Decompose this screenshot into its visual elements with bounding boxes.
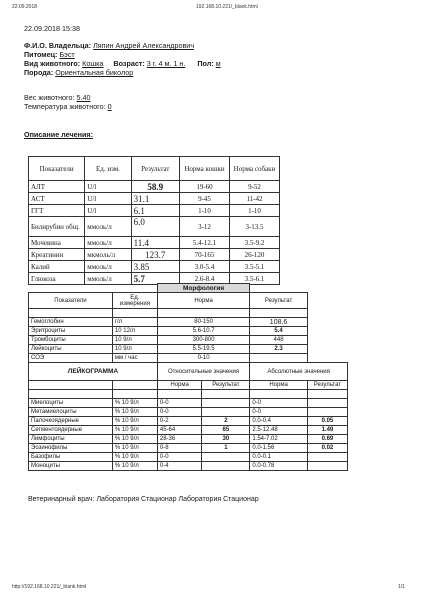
biochem-cell: 3.5-9.2 <box>229 237 279 249</box>
biochem-cell: АЛТ <box>29 181 85 193</box>
sex-label: Пол: <box>197 59 214 68</box>
leuko-cell: 65 <box>202 426 250 435</box>
leuko-cell: Лимфоциты <box>29 435 113 444</box>
table-row <box>29 444 348 453</box>
biochem-cell: ммоль/л <box>85 217 131 237</box>
weight-value: 5.40 <box>76 93 91 102</box>
morph-cell: 10 12/л <box>112 327 157 336</box>
biochem-cell: 31.1 <box>131 193 179 205</box>
leuko-cell: % 10 9/л <box>112 462 157 471</box>
leuko-cell: 1.49 <box>307 426 347 435</box>
leuko-cell <box>202 462 250 471</box>
leuko-cell: 0-0 <box>157 408 202 417</box>
morph-title-row <box>29 284 348 293</box>
leuko-cell: 0-0 <box>250 408 308 417</box>
owner-label: Ф.И.О. Владельца: <box>24 41 92 50</box>
biochem-cell: 3-12 <box>180 217 230 237</box>
morph-cell: 108.6 <box>250 318 308 327</box>
leuko-cell <box>307 408 347 417</box>
biochem-cell: Билирубин общ. <box>29 217 85 237</box>
table-row <box>29 193 280 205</box>
leuko-cell: 2 <box>202 417 250 426</box>
morph-cell: 10 9/л <box>112 336 157 345</box>
leuko-sub-row <box>29 381 348 390</box>
leuko-cell: 0.0-0.78 <box>250 462 308 471</box>
leuko-cell: Сегментоядерные <box>29 426 113 435</box>
morph-cell: 5.6-10.7 <box>157 327 249 336</box>
breed-value: Ориентальная биколор <box>55 68 134 77</box>
table-row <box>29 453 348 462</box>
table-row <box>29 237 280 249</box>
biochem-cell: 3.5-6.1 <box>229 273 279 285</box>
morph-header: Показатели <box>29 293 113 309</box>
leuko-cell: % 10 9/л <box>112 426 157 435</box>
leuko-cell: Метамиелоциты <box>29 408 113 417</box>
page-number: 1/1 <box>398 584 405 590</box>
table-row <box>29 261 280 273</box>
biochem-cell: 5.7 <box>131 273 179 285</box>
table-row <box>29 408 348 417</box>
leuko-cell: 1.54-7.02 <box>250 435 308 444</box>
biochem-cell: Мочевина <box>29 237 85 249</box>
footer-url: http://192.168.10.221/_blank.html <box>12 584 87 590</box>
leuko-cell <box>202 399 250 408</box>
leuko-cell: 28-36 <box>157 435 202 444</box>
morph-cell: 80-150 <box>157 318 249 327</box>
pet-value: Бэст <box>59 50 75 59</box>
breed-label: Порода: <box>24 68 54 77</box>
morph-cell: мм / час <box>112 354 157 363</box>
leuko-cell: 0.02 <box>307 444 347 453</box>
biochem-cell: 1-10 <box>180 205 230 217</box>
biochem-header: Показатели <box>29 157 85 181</box>
table-row <box>29 462 348 471</box>
morph-table <box>28 283 348 471</box>
biochem-cell: Калий <box>29 261 85 273</box>
leuko-cell: 0.0-0.1 <box>250 453 308 462</box>
leuko-cell: 0.0-0.4 <box>250 417 308 426</box>
table-row <box>29 399 348 408</box>
print-url: 192.168.10.221/_blank.html <box>196 4 258 10</box>
leuko-cell: 1 <box>202 444 250 453</box>
table-row <box>29 426 348 435</box>
weight-row <box>24 93 91 102</box>
table-row <box>29 435 348 444</box>
morph-spacer-row <box>29 309 348 318</box>
leuko-cell: 0.69 <box>307 435 347 444</box>
morph-header: Ед. измерения <box>112 293 157 309</box>
biochem-header: Ед. изм. <box>85 157 131 181</box>
morph-cell: 300-800 <box>157 336 249 345</box>
morph-header: Результат <box>250 293 308 309</box>
morph-cell: 10 9/л <box>112 345 157 354</box>
biochem-cell: 3.5-5.1 <box>229 261 279 273</box>
leuko-cell: 0-4 <box>157 462 202 471</box>
leuko-cell <box>307 453 347 462</box>
biochem-cell: U/l <box>85 181 131 193</box>
biochem-cell: 9-52 <box>229 181 279 193</box>
biochem-cell: U/l <box>85 205 131 217</box>
biochem-header: Норма кошки <box>180 157 230 181</box>
biochem-cell: 123.7 <box>131 249 179 261</box>
leuko-abs-header: Абсолютные значения <box>250 363 348 381</box>
biochem-cell: 3.0-5.4 <box>180 261 230 273</box>
biochem-cell: ГГТ <box>29 205 85 217</box>
leuko-cell <box>307 399 347 408</box>
leuko-cell: 2.5-12.48 <box>250 426 308 435</box>
leuko-cell: 45-64 <box>157 426 202 435</box>
biochem-header-row <box>29 157 280 181</box>
biochem-cell: 1-10 <box>229 205 279 217</box>
biochem-cell: 2.6-8.4 <box>180 273 230 285</box>
leuko-cell: % 10 9/л <box>112 444 157 453</box>
table-row <box>29 417 348 426</box>
report-datetime: 22.09.2018 15:38 <box>24 24 80 33</box>
leuko-cell: Палочкоядерные <box>29 417 113 426</box>
sex-value: м <box>215 59 221 68</box>
table-row <box>29 249 280 261</box>
biochem-cell: 11-42 <box>229 193 279 205</box>
biochem-cell: 11.4 <box>131 237 179 249</box>
biochem-cell: 6.0 <box>131 217 179 237</box>
owner-value: Ляпин Андрей Александрович <box>93 41 195 50</box>
leuko-cell: % 10 9/л <box>112 453 157 462</box>
species-row <box>24 59 221 68</box>
morph-cell: Эритроциты <box>29 327 113 336</box>
species-value: Кошка <box>82 59 104 68</box>
leuko-cell: Миелоциты <box>29 399 113 408</box>
leuko-cell <box>202 408 250 417</box>
leuko-cell: % 10 9/л <box>112 399 157 408</box>
leuko-rel-header: Относительные значения <box>157 363 249 381</box>
leuko-sub: Результат <box>202 381 250 390</box>
leuko-cell: 0-0 <box>157 399 202 408</box>
table-row <box>29 217 280 237</box>
biochem-cell: 26-120 <box>229 249 279 261</box>
pet-label: Питомец: <box>24 50 58 59</box>
leuko-cell: Эозинофилы <box>29 444 113 453</box>
print-date: 22.09.2018 <box>12 4 38 10</box>
biochem-header: Норма собаки <box>229 157 279 181</box>
biochem-header: Результат <box>131 157 179 181</box>
table-row <box>29 354 348 363</box>
morph-cell: Гемоглобин <box>29 318 113 327</box>
leuko-cell: % 10 9/л <box>112 435 157 444</box>
morph-cell: 2.3 <box>250 345 308 354</box>
biochem-cell: Креатинин <box>29 249 85 261</box>
biochem-cell: 3.85 <box>131 261 179 273</box>
table-row <box>29 336 348 345</box>
leuko-cell: 0-0 <box>250 399 308 408</box>
morph-header-row <box>29 293 348 309</box>
leuko-cell: 0-2 <box>157 417 202 426</box>
temp-row <box>24 102 112 111</box>
biochem-cell: U/l <box>85 193 131 205</box>
biochem-cell: 58.9 <box>131 181 179 193</box>
morph-header: Норма <box>157 293 249 309</box>
leuko-cell: 30 <box>202 435 250 444</box>
leuko-cell: 0-0 <box>157 453 202 462</box>
morph-cell <box>250 354 308 363</box>
biochem-cell: 6.1 <box>131 205 179 217</box>
section-title: Описание лечения: <box>24 130 93 139</box>
biochem-cell: 19-60 <box>180 181 230 193</box>
biochem-cell: 9-45 <box>180 193 230 205</box>
leuko-sub: Норма <box>250 381 308 390</box>
species-label: Вид животного: <box>24 59 81 68</box>
pet-row <box>24 50 75 59</box>
temp-value: 0 <box>107 102 112 111</box>
morph-cell: 448 <box>250 336 308 345</box>
morph-cell: 5.5-19.5 <box>157 345 249 354</box>
table-row <box>29 345 348 354</box>
age-label: Возраст: <box>113 59 145 68</box>
biochem-cell: 3-13.5 <box>229 217 279 237</box>
leuko-cell: Моноциты <box>29 462 113 471</box>
biochem-cell: мкмоль/л <box>85 249 131 261</box>
biochem-cell: Глюкоза <box>29 273 85 285</box>
leuko-sub: Норма <box>157 381 202 390</box>
temp-label: Температура животного: <box>24 102 106 111</box>
leuko-cell: 0.0-1.56 <box>250 444 308 453</box>
biochem-cell: АСТ <box>29 193 85 205</box>
owner-row <box>24 41 194 50</box>
breed-row <box>24 68 133 77</box>
table-row <box>29 205 280 217</box>
morph-title: Морфология <box>157 284 249 293</box>
age-value: 3 г. 4 м. 1 н. <box>146 59 186 68</box>
table-row <box>29 318 348 327</box>
leuko-cell <box>307 462 347 471</box>
leuko-title: ЛЕЙКОГРАММА <box>29 363 158 381</box>
leuko-sub: Результат <box>307 381 347 390</box>
table-row <box>29 327 348 336</box>
biochem-cell: ммоль/л <box>85 237 131 249</box>
leuko-cell: % 10 9/л <box>112 417 157 426</box>
biochem-cell: 70-165 <box>180 249 230 261</box>
morph-cell: 5.4 <box>250 327 308 336</box>
morph-cell: 0-10 <box>157 354 249 363</box>
biochem-cell: ммоль/л <box>85 261 131 273</box>
leuko-cell: 0.05 <box>307 417 347 426</box>
weight-label: Вес животного: <box>24 93 75 102</box>
biochem-cell: ммоль/л <box>85 273 131 285</box>
morph-cell: Лейкоциты <box>29 345 113 354</box>
biochem-cell: 5.4-12.1 <box>180 237 230 249</box>
morph-cell: г/л <box>112 318 157 327</box>
leuko-cell: % 10 9/л <box>112 408 157 417</box>
morph-cell: СОЭ <box>29 354 113 363</box>
vet-line: Ветеринарный врач: Лаборатория Стационар Лаборатория Стационар <box>28 496 259 503</box>
leuko-header-row <box>29 363 348 381</box>
table-row <box>29 181 280 193</box>
leuko-cell: 0-8 <box>157 444 202 453</box>
leuko-cell <box>202 453 250 462</box>
leuko-spacer-row <box>29 390 348 399</box>
leuko-cell: Базофилы <box>29 453 113 462</box>
biochem-table <box>28 156 280 285</box>
morph-cell: Тромбоциты <box>29 336 113 345</box>
